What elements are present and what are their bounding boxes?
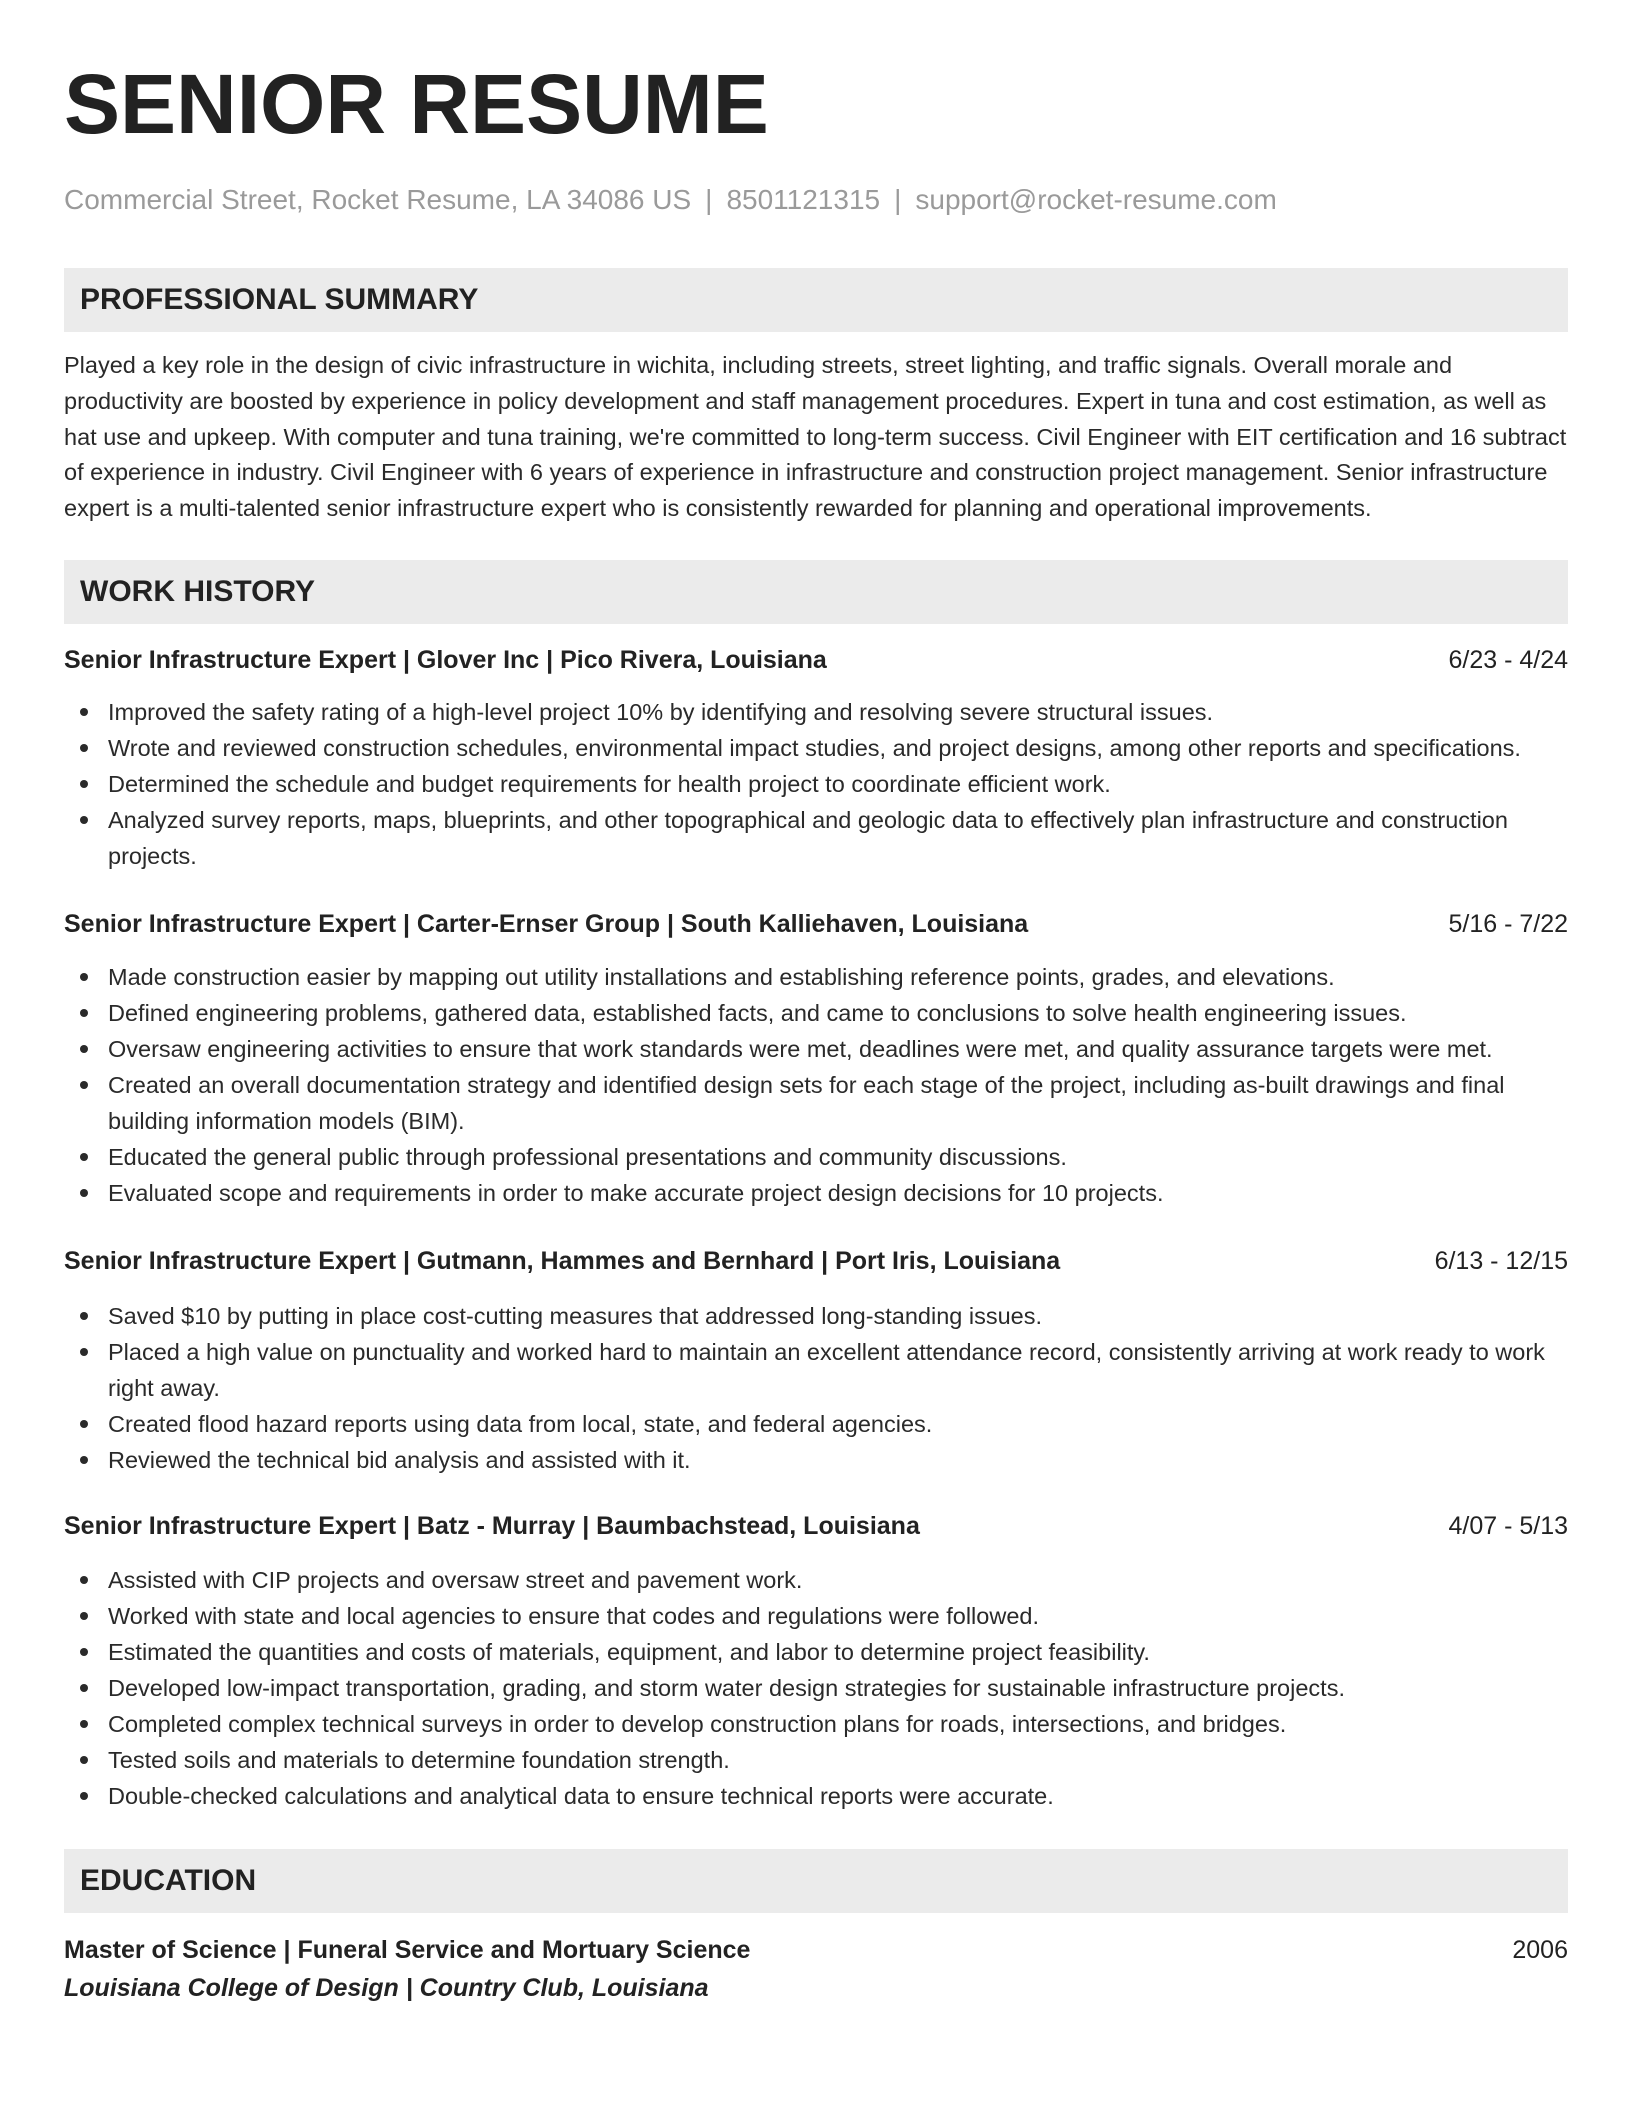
contact-separator: | [705,184,713,215]
job-entry [64,1244,1568,1478]
job-dates: 4/07 - 5/13 [1448,1511,1568,1540]
job-bullet-list [64,1562,1568,1814]
job-bullet: Wrote and reviewed construction schedules, environmental impact studies, and project designs, among other reports and specifications. [64,730,1568,766]
job-bullet: Determined the schedule and budget requirements for health project to coordinate efficient work. [64,766,1568,802]
contact-phone: 8501121315 [726,184,881,215]
work-history-section [64,560,1568,1814]
job-header [64,1509,1568,1543]
job-entry [64,1509,1568,1814]
job-bullet: Defined engineering problems, gathered data, established facts, and came to conclusions to solve health engineering issues. [64,995,1568,1031]
job-header [64,643,1568,677]
job-title: Senior Infrastructure Expert | Batz - Murray | Baumbachstead, Louisiana [64,1511,920,1540]
section-heading-summary: PROFESSIONAL SUMMARY [64,268,1568,332]
job-bullet-list [64,1298,1568,1478]
job-bullet: Double-checked calculations and analytical data to ensure technical reports were accurate. [64,1778,1568,1814]
job-bullet: Created an overall documentation strategy and identified design sets for each stage of the project, including as-built drawings and final building information models (BIM). [64,1067,1568,1139]
job-dates: 6/23 - 4/24 [1448,645,1568,674]
education-entry [64,1933,1568,2005]
section-heading-education: EDUCATION [64,1849,1568,1913]
education-school: Louisiana College of Design | Country Club, Louisiana [64,1973,709,2002]
job-bullet: Reviewed the technical bid analysis and assisted with it. [64,1442,1568,1478]
job-bullet: Educated the general public through professional presentations and community discussions. [64,1139,1568,1175]
job-bullet-list [64,694,1568,874]
summary-text: Played a key role in the design of civic infrastructure in wichita, including streets, street lighting, and traffic signals. Overall morale and productivity are boosted by experience in policy development and staff management procedures. Expert in tuna and cost estimation, as well as hat use and upkeep. With computer and tuna training, we're committed to long-term success. Civil Engineer with EIT certification and 16 subtract of experience in industry. Civil Engineer with 6 years of experience in infrastructure and construction project management. Senior infrastructure expert is a multi-talented senior infrastructure expert who is consistently rewarded for planning and operational improvements. [64,352,1567,522]
job-bullet: Developed low-impact transportation, grading, and storm water design strategies for sustainable infrastructure projects. [64,1670,1568,1706]
job-bullet: Improved the safety rating of a high-level project 10% by identifying and resolving severe structural issues. [64,694,1568,730]
education-degree: Master of Science | Funeral Service and Mortuary Science [64,1935,751,1964]
contact-line [64,182,1568,218]
job-entry [64,643,1568,874]
job-bullet: Created flood hazard reports using data from local, state, and federal agencies. [64,1406,1568,1442]
education-section [64,1849,1568,2005]
job-bullet: Assisted with CIP projects and oversaw street and pavement work. [64,1562,1568,1598]
job-dates: 5/16 - 7/22 [1448,909,1568,938]
job-bullet: Evaluated scope and requirements in order to make accurate project design decisions for 10 projects. [64,1175,1568,1211]
job-bullet-list [64,959,1568,1211]
job-title: Senior Infrastructure Expert | Glover Inc | Pico Rivera, Louisiana [64,645,827,674]
job-title: Senior Infrastructure Expert | Gutmann, Hammes and Bernhard | Port Iris, Louisiana [64,1246,1061,1275]
job-header [64,907,1568,941]
job-bullet: Completed complex technical surveys in order to develop construction plans for roads, intersections, and bridges. [64,1706,1568,1742]
job-bullet: Tested soils and materials to determine foundation strength. [64,1742,1568,1778]
contact-separator: | [894,184,902,215]
job-bullet: Analyzed survey reports, maps, blueprints, and other topographical and geologic data to effectively plan infrastructure and construction projects. [64,802,1568,874]
job-bullet: Saved $10 by putting in place cost-cutting measures that addressed long-standing issues. [64,1298,1568,1334]
section-heading-work: WORK HISTORY [64,560,1568,624]
job-title: Senior Infrastructure Expert | Carter-Ernser Group | South Kalliehaven, Louisiana [64,909,1029,938]
job-bullet: Made construction easier by mapping out utility installations and establishing reference points, grades, and elevations. [64,959,1568,995]
education-year: 2006 [1512,1935,1568,1964]
job-dates: 6/13 - 12/15 [1434,1246,1568,1275]
job-bullet: Worked with state and local agencies to ensure that codes and regulations were followed. [64,1598,1568,1634]
job-header [64,1244,1568,1278]
job-bullet: Placed a high value on punctuality and worked hard to maintain an excellent attendance record, consistently arriving at work ready to work right away. [64,1334,1568,1406]
contact-email: support@rocket-resume.com [915,184,1277,215]
professional-summary-section [64,268,1568,527]
job-bullet: Oversaw engineering activities to ensure that work standards were met, deadlines were met, and quality assurance targets were met. [64,1031,1568,1067]
job-entry [64,907,1568,1211]
contact-address: Commercial Street, Rocket Resume, LA 34086 US [64,184,692,215]
job-bullet: Estimated the quantities and costs of materials, equipment, and labor to determine project feasibility. [64,1634,1568,1670]
resume-name: SENIOR RESUME [64,57,769,151]
education-header [64,1933,1568,1967]
